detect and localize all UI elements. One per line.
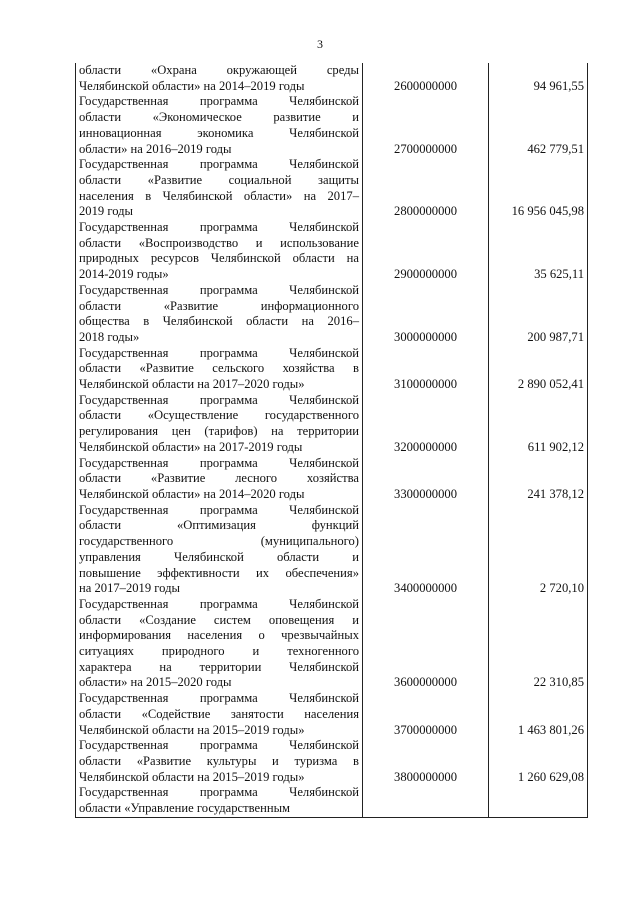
amount-cell: 462 779,51 bbox=[489, 94, 588, 157]
table-row bbox=[76, 456, 588, 503]
program-name-line: управления Челябинской области и bbox=[79, 549, 359, 564]
program-name-line: информирования населения о чрезвычайных bbox=[79, 628, 359, 643]
table-row bbox=[76, 94, 588, 157]
program-name-line: Государственная программа Челябинской bbox=[79, 785, 359, 800]
target-code-cell: 2600000000 bbox=[363, 63, 489, 94]
program-name-line: 2018 годы» bbox=[79, 329, 140, 344]
program-name-line: Челябинской области» на 2014–2020 годы bbox=[79, 486, 305, 501]
amount-cell: 16 956 045,98 bbox=[489, 157, 588, 220]
budget-table bbox=[75, 63, 588, 818]
program-name-line: Государственная программа Челябинской bbox=[79, 345, 359, 360]
program-name-line: Челябинской области» на 2017-2019 годы bbox=[79, 439, 303, 454]
program-name-line: характера на территории Челябинской bbox=[79, 659, 359, 674]
program-name-cell bbox=[76, 785, 363, 817]
target-code-cell bbox=[363, 785, 489, 817]
program-name-line: Государственная программа Челябинской bbox=[79, 220, 359, 235]
program-name-line: 2019 годы bbox=[79, 204, 133, 219]
program-name-cell bbox=[76, 346, 363, 393]
amount-cell: 94 961,55 bbox=[489, 63, 588, 94]
program-name-line: Государственная программа Челябинской bbox=[79, 392, 359, 407]
program-name-line: Государственная программа Челябинской bbox=[79, 502, 359, 517]
target-code-cell: 3400000000 bbox=[363, 503, 489, 597]
table-row bbox=[76, 393, 588, 456]
program-name-cell bbox=[76, 456, 363, 503]
amount-cell: 1 260 629,08 bbox=[489, 738, 588, 785]
program-name-line: природных ресурсов Челябинской области на bbox=[79, 251, 359, 266]
program-name-line: государственного (муниципального) bbox=[79, 534, 359, 549]
amount-cell bbox=[489, 785, 588, 817]
program-name-line: области» на 2016–2019 годы bbox=[79, 141, 232, 156]
program-name-line: Челябинской области» на 2014–2019 годы bbox=[79, 78, 305, 93]
program-name-cell bbox=[76, 393, 363, 456]
program-name-cell bbox=[76, 503, 363, 597]
program-name-line: на 2017–2019 годы bbox=[79, 581, 180, 596]
table-row bbox=[76, 157, 588, 220]
program-name-line: Челябинской области на 2015–2019 годы» bbox=[79, 722, 305, 737]
program-name-cell bbox=[76, 157, 363, 220]
amount-cell: 200 987,71 bbox=[489, 283, 588, 346]
table-row bbox=[76, 220, 588, 283]
program-name-line: области «Содействие занятости населения bbox=[79, 706, 359, 721]
table-row bbox=[76, 283, 588, 346]
program-name-cell bbox=[76, 94, 363, 157]
target-code-cell: 2900000000 bbox=[363, 220, 489, 283]
program-name-line: области «Воспроизводство и использование bbox=[79, 235, 359, 250]
target-code-cell: 3800000000 bbox=[363, 738, 489, 785]
amount-cell: 22 310,85 bbox=[489, 597, 588, 691]
budget-table-body bbox=[76, 63, 588, 817]
program-name-line: 2014-2019 годы» bbox=[79, 267, 169, 282]
program-name-line: области «Осуществление государственного bbox=[79, 408, 359, 423]
amount-cell: 35 625,11 bbox=[489, 220, 588, 283]
table-row bbox=[76, 738, 588, 785]
target-code-cell: 3200000000 bbox=[363, 393, 489, 456]
program-name-line: области «Развитие культуры и туризма в bbox=[79, 753, 359, 768]
target-code-cell: 2800000000 bbox=[363, 157, 489, 220]
program-name-line: общества в Челябинской области на 2016– bbox=[79, 314, 359, 329]
table-row bbox=[76, 691, 588, 738]
program-name-line: населения в Челябинской области» на 2017– bbox=[79, 188, 359, 203]
target-code-cell: 3300000000 bbox=[363, 456, 489, 503]
page-number: 3 bbox=[317, 37, 323, 51]
table-row bbox=[76, 785, 588, 817]
table-row bbox=[76, 597, 588, 691]
table-row bbox=[76, 503, 588, 597]
table-row bbox=[76, 346, 588, 393]
program-name-line: области «Управление государственным bbox=[79, 801, 290, 816]
program-name-line: Государственная программа Челябинской bbox=[79, 596, 359, 611]
target-code-cell: 2700000000 bbox=[363, 94, 489, 157]
program-name-line: Государственная программа Челябинской bbox=[79, 94, 359, 109]
program-name-line: Государственная программа Челябинской bbox=[79, 157, 359, 172]
program-name-line: регулирования цен (тарифов) на территории bbox=[79, 424, 359, 439]
program-name-line: области «Оптимизация функций bbox=[79, 518, 359, 533]
program-name-cell bbox=[76, 63, 363, 94]
program-name-line: области «Развитие лесного хозяйства bbox=[79, 471, 359, 486]
amount-cell: 2 720,10 bbox=[489, 503, 588, 597]
program-name-line: повышение эффективности их обеспечения» bbox=[79, 565, 359, 580]
amount-cell: 1 463 801,26 bbox=[489, 691, 588, 738]
program-name-line: области «Создание систем оповещения и bbox=[79, 612, 359, 627]
program-name-line: Государственная программа Челябинской bbox=[79, 282, 359, 297]
target-code-cell: 3700000000 bbox=[363, 691, 489, 738]
program-name-line: Государственная программа Челябинской bbox=[79, 691, 359, 706]
target-code-cell: 3000000000 bbox=[363, 283, 489, 346]
amount-cell: 241 378,12 bbox=[489, 456, 588, 503]
program-name-line: Челябинской области на 2017–2020 годы» bbox=[79, 377, 305, 392]
amount-cell: 611 902,12 bbox=[489, 393, 588, 456]
program-name-cell bbox=[76, 597, 363, 691]
program-name-cell bbox=[76, 738, 363, 785]
program-name-line: области «Развитие сельского хозяйства в bbox=[79, 361, 359, 376]
program-name-line: Государственная программа Челябинской bbox=[79, 455, 359, 470]
program-name-line: области «Развитие информационного bbox=[79, 298, 359, 313]
program-name-line: Государственная программа Челябинской bbox=[79, 738, 359, 753]
program-name-line: Челябинской области на 2015–2019 годы» bbox=[79, 769, 305, 784]
program-name-cell bbox=[76, 220, 363, 283]
program-name-line: инновационная экономика Челябинской bbox=[79, 125, 359, 140]
program-name-cell bbox=[76, 691, 363, 738]
program-name-line: области» на 2015–2020 годы bbox=[79, 675, 232, 690]
target-code-cell: 3100000000 bbox=[363, 346, 489, 393]
program-name-line: области «Развитие социальной защиты bbox=[79, 172, 359, 187]
program-name-cell bbox=[76, 283, 363, 346]
target-code-cell: 3600000000 bbox=[363, 597, 489, 691]
amount-cell: 2 890 052,41 bbox=[489, 346, 588, 393]
table-row bbox=[76, 63, 588, 94]
program-name-line: области «Экономическое развитие и bbox=[79, 110, 359, 125]
program-name-line: области «Охрана окружающей среды bbox=[79, 63, 359, 77]
program-name-line: ситуациях природного и техногенного bbox=[79, 644, 359, 659]
